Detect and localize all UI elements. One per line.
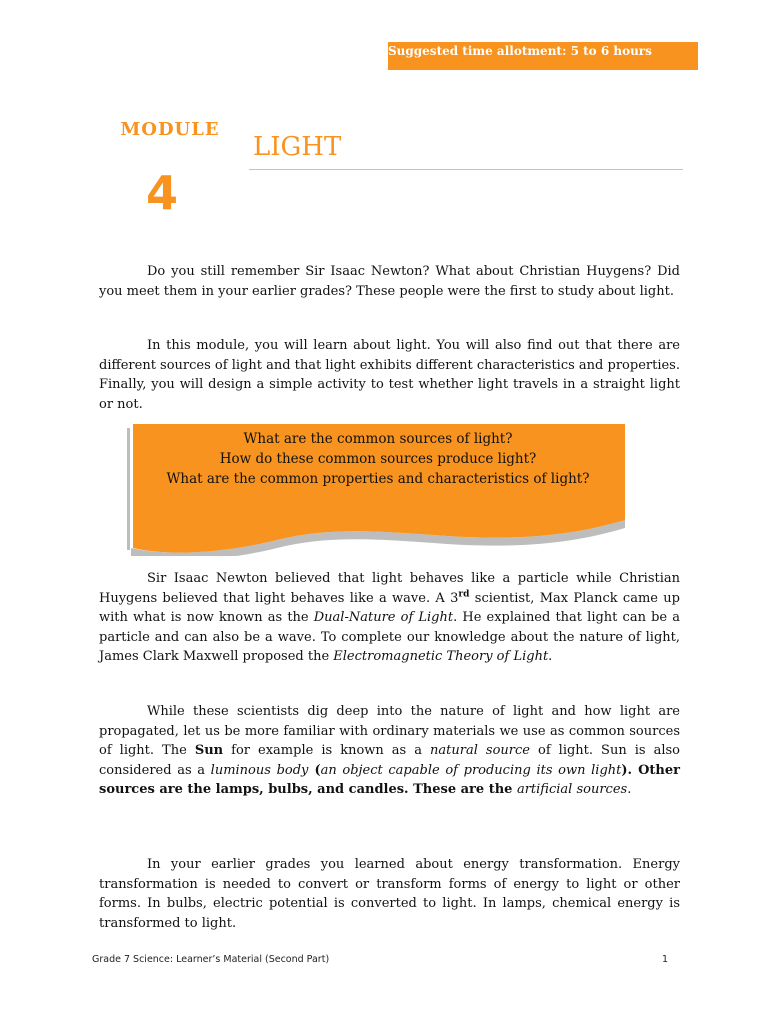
p4-text-k: .: [627, 782, 632, 798]
p4-natural-source: natural source: [430, 743, 530, 759]
p3-text-b: scientist, Max Planck came up with what is now known as the: [99, 590, 681, 626]
guide-questions-box: [127, 424, 629, 556]
p4-open-paren: (: [308, 762, 321, 778]
time-allotment-text: Suggested time allotment: 5 to 6 hours: [388, 44, 652, 58]
guide-questions: [127, 429, 629, 489]
paragraph-scientists: [99, 569, 680, 667]
p3-em-theory: Electromagnetic Theory of Light: [333, 649, 549, 665]
title-divider: [249, 169, 683, 170]
p3-text-d: . He explained that light can be a particle and can also be a wave. To complete our knowledge about the nature of light, James Clark Maxwell proposed the: [99, 610, 680, 665]
guide-question: What are the common sources of light?: [243, 431, 513, 447]
page-number: 1: [662, 954, 669, 965]
p4-luminous-body: luminous body: [210, 762, 309, 778]
module-number: 4: [146, 170, 179, 210]
p4-luminous-definition: an object capable of producing its own light: [320, 762, 622, 778]
footer-course-title: Grade 7 Science: Learner’s Material (Second Part): [92, 954, 330, 965]
p4-sun: Sun: [194, 743, 224, 759]
p3-dual-nature: Dual-Nature of Light: [313, 610, 454, 626]
time-allotment-banner: [388, 42, 698, 70]
paragraph-energy: In your earlier grades you learned about energy transformation. Energy transformation is needed to convert or transform forms of energy to light or other forms. In bulbs, electric potential is converted to light. In lamps, chemical energy is transformed to light.: [99, 857, 680, 931]
p3-text-a: Sir Isaac Newton believed that light behaves like a particle while Christian Huygens believed that light behaves like a wave. A 3: [99, 571, 680, 606]
guide-question: How do these common sources produce light?: [219, 451, 537, 467]
page-title: LIGHT: [253, 132, 342, 162]
paragraph-module-overview: In this module, you will learn about light. You will also find out that there are different sources of light and that light exhibits different characteristics and properties. Finally, you will design a simple activity to test whether light travels in a straight light or not.: [99, 338, 680, 412]
module-label: MODULE: [120, 119, 220, 140]
guide-question: What are the common properties and characteristics of light?: [166, 471, 590, 487]
p3-text-f: .: [548, 649, 553, 665]
paragraph-intro: Do you still remember Sir Isaac Newton? What about Christian Huygens? Did you meet them in your earlier grades? These people were the first to study about light.: [99, 264, 680, 299]
paragraph-sources: [99, 702, 680, 800]
p3-superscript: rd: [458, 589, 470, 600]
p4-text-e: of light. Sun is also considered as a: [99, 743, 680, 778]
p4-close-paren: ). Other sources are the lamps, bulbs, and candles. These are the: [99, 762, 680, 798]
p4-artificial-sources: artificial sources: [516, 782, 628, 798]
p4-text-a: While these scientists dig deep into the nature of light and how light are propagated, let us be more familiar with ordinary materials we use as common sources of light. The: [99, 704, 680, 759]
p4-text-c: for example is known as a: [223, 743, 431, 759]
